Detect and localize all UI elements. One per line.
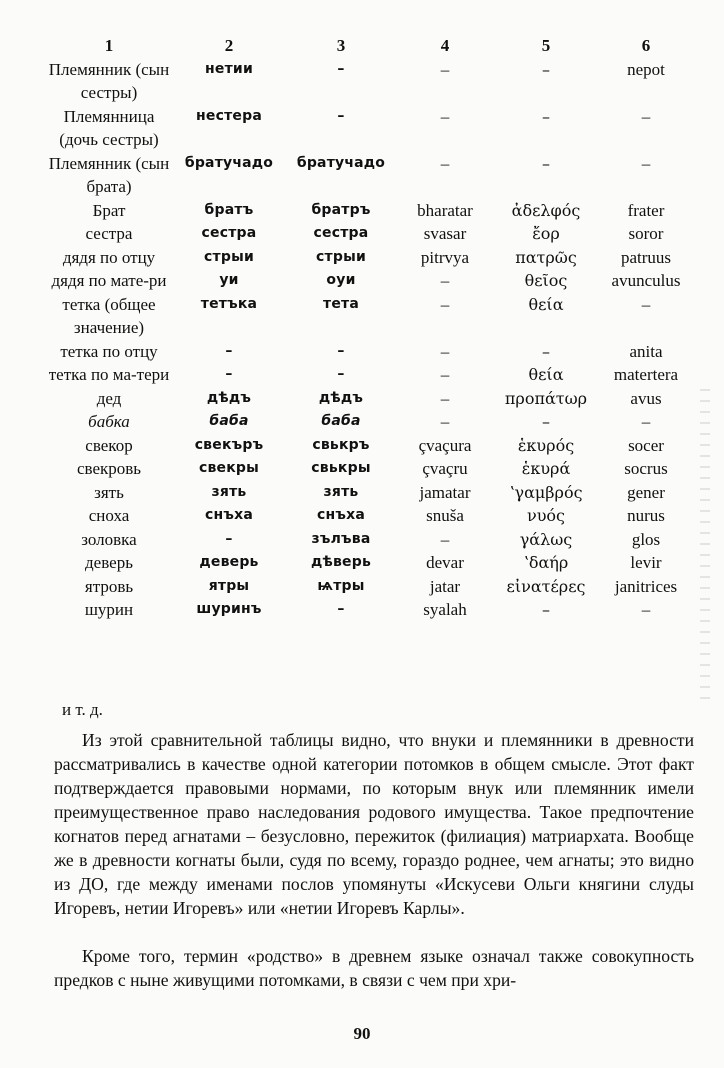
latin-cell: – [641,106,651,126]
sanskrit-cell: – [440,529,450,549]
sanskrit-cell: svasar [423,224,467,243]
kinship-term-cell: бабка [88,412,130,431]
old-slavonic-cell: зять [323,483,359,500]
old-slavonic-cell: – [337,601,345,617]
old-russian-cell: свекъръ [194,436,264,453]
old-slavonic-cell: свькры [311,460,371,476]
sanskrit-cell: snuša [426,506,464,525]
latin-cell: nurus [627,506,665,525]
old-russian-cell: тетъка [200,295,258,312]
kinship-term-cell: золовка [81,529,137,549]
old-russian-cell: деверь [199,554,259,570]
table-row [44,528,692,552]
table-row [44,363,692,387]
old-slavonic-cell: – [337,366,345,382]
kinship-term-cell: Брат [92,200,126,220]
kinship-term-cell: свекор [85,435,133,455]
table-row [44,199,692,223]
greek-cell: – [542,600,550,619]
old-slavonic-cell: – [337,107,345,124]
greek-cell: – [542,59,550,79]
sanskrit-cell: – [440,388,450,408]
sanskrit-cell: çvaçru [422,459,468,478]
greek-cell: ἀδελφός [511,200,581,220]
column-header: 6 [641,36,651,55]
greek-cell: γάλως [519,529,573,549]
old-slavonic-cell: дѣдъ [318,389,364,406]
sanskrit-cell: – [440,59,450,79]
kinship-term-cell: сноха [88,506,130,525]
old-slavonic-cell: – [337,342,345,359]
table-row [44,340,692,364]
kinship-term-cell: сестра [85,224,133,243]
latin-cell: janitrices [614,576,678,596]
sanskrit-cell: – [440,365,450,384]
old-slavonic-cell: зълъва [311,530,371,547]
sanskrit-cell: – [440,271,450,290]
kinship-term-cell: зять [94,482,124,502]
old-russian-cell: шуринъ [196,601,262,617]
table-body [44,58,692,622]
table-row [44,575,692,599]
greek-cell: ʽδαήρ [523,553,569,572]
table-header-row [44,34,692,58]
table-row [44,58,692,105]
kinship-comparison-table [44,34,692,622]
sanskrit-cell: – [440,341,450,361]
old-slavonic-cell: тета [323,295,359,312]
greek-cell: ἑκυρά [521,459,571,478]
table-row [44,481,692,505]
latin-cell: avunculus [611,271,681,290]
latin-cell: socrus [624,459,668,478]
latin-cell: – [641,294,651,314]
latin-cell: – [641,153,651,173]
column-header: 4 [440,36,450,55]
greek-cell: προπάτωρ [504,388,588,408]
sanskrit-cell: – [440,412,450,431]
old-slavonic-cell: свькръ [312,436,370,453]
scan-edge-artifact [700,380,710,700]
table-row [44,504,692,528]
column-header: 3 [336,36,346,55]
table-row [44,246,692,270]
old-russian-cell: братъ [204,201,254,218]
greek-cell: ʽγαμβρός [509,482,583,502]
latin-cell: – [641,600,651,619]
latin-cell: patruus [620,247,672,267]
greek-cell: – [542,412,550,431]
latin-cell: anita [629,341,663,361]
page-number: 90 [353,1024,371,1043]
old-russian-cell: стрыи [204,248,254,265]
table-continuation-note: и т. д. [62,700,103,719]
sanskrit-cell: pitrvya [420,247,470,267]
old-slavonic-cell: братучадо [296,154,386,171]
kinship-term-cell: Племянник (сын сестры) [48,59,170,102]
greek-cell: θεία [528,294,564,314]
sanskrit-cell: bharatar [417,200,473,220]
body-paragraph: Кроме того, термин «родство» в древнем языке означал также совокупность предков с ныне живущими потомками, в связи с чем при хри- [54,946,694,990]
body-paragraph: Из этой сравнительной таблицы видно, что внуки и племянники в древности рассматривались в качестве одной категории потомков в общем смысле. Этот факт подтверждается правовыми нормами, по которым внук или племянник имели преимущественное право наследования родового имущества. Такое предпочтение когнатов перед агнатами – безусловно, пережиток (филиация) матриархата. Вообще же в древности когнаты были, судя по всему, гораздо роднее, чем агнаты; это видно из ДО, где между именами послов упомянуты «Искусеви Ольги княгини слуды Игоревъ, нетии Игоревъ» или «нетии Игоревъ Карлы». [54,730,694,918]
latin-cell: nepot [627,59,665,79]
greek-cell: – [542,106,550,126]
sanskrit-cell: – [440,106,450,126]
old-russian-cell: дѣдъ [206,389,252,406]
greek-cell: θεία [528,365,564,384]
old-slavonic-cell: оуи [326,272,356,288]
kinship-term-cell: деверь [85,553,133,572]
old-russian-cell: братучадо [184,154,274,171]
table-row [44,434,692,458]
old-russian-cell: – [225,530,233,547]
old-russian-cell: нетии [205,60,253,77]
column-header: 1 [104,36,114,55]
sanskrit-cell: devar [426,553,464,572]
table-row [44,105,692,152]
table-row [44,551,692,575]
old-slavonic-cell: братръ [311,201,371,218]
greek-cell: θεῖος [524,271,568,290]
latin-cell: soror [628,224,664,243]
column-header: 2 [224,36,234,55]
kinship-term-cell: тетка по отцу [60,341,158,361]
old-slavonic-cell: сестра [313,225,369,241]
latin-cell: glos [631,529,661,549]
old-russian-cell: сестра [201,225,257,241]
table-row [44,152,692,199]
old-russian-cell: уи [219,272,239,288]
table-row [44,387,692,411]
kinship-term-cell: дядя по мате-ри [51,271,167,290]
old-slavonic-cell: ѩтры [317,577,365,594]
greek-cell: – [542,153,550,173]
old-slavonic-cell: – [337,60,345,77]
old-russian-cell: нестера [196,107,262,124]
kinship-term-cell: Племянница (дочь сестры) [59,106,159,149]
sanskrit-cell: jamatar [419,482,471,502]
kinship-term-cell: шурин [84,600,134,619]
sanskrit-cell: jatar [429,576,461,596]
old-russian-cell: баба [209,413,249,429]
old-russian-cell: снъха [205,507,253,523]
latin-cell: avus [630,388,662,408]
kinship-term-cell: Племянник (сын брата) [48,153,170,196]
old-russian-cell: – [225,342,233,359]
sanskrit-cell: – [440,153,450,173]
old-slavonic-cell: снъха [317,507,365,523]
old-russian-cell: ятры [208,577,250,594]
old-slavonic-cell: стрыи [316,248,366,265]
greek-cell: πατρῶς [515,247,577,267]
kinship-term-cell: тетка (общее значение) [62,294,156,337]
kinship-term-cell: дед [96,388,122,408]
latin-cell: – [641,412,651,431]
table-row [44,598,692,622]
old-russian-cell: зять [211,483,247,500]
greek-cell: ἑκυρός [517,435,575,455]
greek-cell: εἰνατέρες [506,576,586,596]
old-russian-cell: свекры [198,460,260,476]
latin-cell: gener [627,482,665,502]
table-row [44,269,692,293]
kinship-term-cell: ятровь [84,576,134,596]
table-row [44,410,692,434]
latin-cell: matertera [613,365,679,384]
greek-cell: νυός [526,506,566,525]
old-slavonic-cell: дѣверь [310,554,372,570]
latin-cell: frater [627,200,665,220]
greek-cell: ἔορ [532,224,560,243]
table-row [44,457,692,481]
column-header: 5 [541,36,551,55]
kinship-term-cell: тетка по ма-тери [48,365,170,384]
table-row [44,222,692,246]
latin-cell: socer [628,435,664,455]
table-row [44,293,692,340]
greek-cell: – [542,341,550,361]
sanskrit-cell: çvaçura [418,435,472,455]
old-russian-cell: – [225,366,233,382]
sanskrit-cell: syalah [423,600,467,619]
latin-cell: levir [630,553,662,572]
kinship-term-cell: свекровь [76,459,142,478]
sanskrit-cell: – [440,294,450,314]
old-slavonic-cell: баба [321,413,361,429]
kinship-term-cell: дядя по отцу [62,247,156,267]
